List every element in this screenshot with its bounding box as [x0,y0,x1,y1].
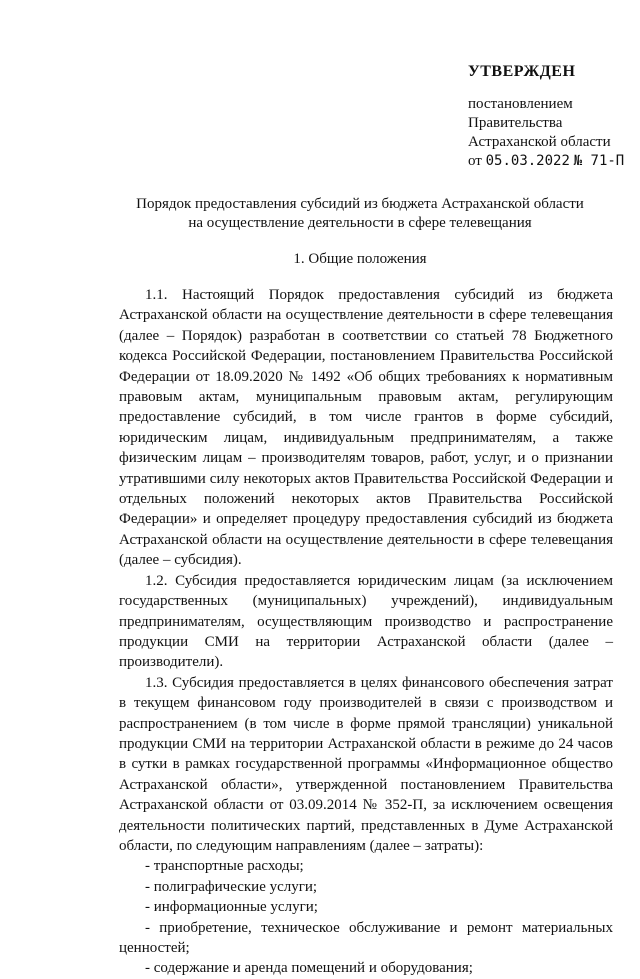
approval-line-1: постановлением [468,96,573,112]
paragraph-1-1: 1.1. Настоящий Порядок предоставления субсидий из бюджета Астраханской области на осуществление деятельности в сфере телевещания (далее – Порядок) разработан в соответствии со статьей 78 Бюджетного кодекса Российской Федерации, постановлением Правительства Российской Федерации от 18.09.2020 № 1492 «Об общих требованиях к нормативным правовым актам, муниципальным правовым актам, регулирующим предоставление субсидий, в том числе грантов в форме субсидий, юридическим лицам, индивидуальным предпринимателям, а также физическим лицам – производителям товаров, работ, услуг, и о признании утратившими силу некоторых актов Правительства Российской Федерации и отдельных положений некоторых актов Правительства Российской Федерации» и определяет процедуру предоставления субсидий из бюджета Астраханской области на осуществление деятельности в сфере телевещания (далее – субсидия). [119,287,613,569]
list-item: - транспортные расходы; [145,858,304,875]
list-item: - содержание и аренда помещений и оборудования; [145,960,473,977]
list-item: - информационные услуги; [145,899,318,916]
document-title [80,195,640,233]
list-item: - полиграфические услуги; [145,878,318,895]
approval-date-prefix: от [468,153,486,169]
paragraph-1-3: 1.3. Субсидия предоставляется в целях финансового обеспечения затрат в текущем финансовом году производителей в связи с производством и распространением (в том числе в форме прямой трансляции) уникальной продукции СМИ на территории Астраханской области в режиме до 24 часов в сутки в рамках государственной программы «Информационное общество Астраханской области», утвержденной постановлением Правительства Астраханской области от 03.09.2014 № 352-П, за исключением освещения деятельности политических партий, представленных в Думе Астраханской области, по следующим направлениям (далее – затраты): [119,674,613,854]
approval-stamp: УТВЕРЖДЕН [468,63,576,80]
document-title-line-2: на осуществление деятельности в сфере телевещания [188,215,532,231]
approval-line-2: Правительства [468,115,563,131]
approval-line-3: Астраханской области [468,134,611,150]
section-title: 1. Общие положения [293,251,427,267]
approval-date: 05.03.2022 [485,153,570,169]
document-title-line-1: Порядок предоставления субсидий из бюджета Астраханской области [136,196,584,212]
approval-block [468,62,638,171]
document-body [119,285,613,979]
paragraph-1-2: 1.2. Субсидия предоставляется юридическим лицам (за исключением государственных (муниципальных) учреждений), индивидуальным предпринимателям, осуществляющим производство и распространение продукции СМИ на территории Астраханской области (далее – производители). [119,572,613,671]
approval-date-line [468,152,638,171]
list-item: - приобретение, техническое обслуживание и ремонт материальных ценностей; [119,919,613,956]
approval-number: № 71-П [573,153,625,169]
